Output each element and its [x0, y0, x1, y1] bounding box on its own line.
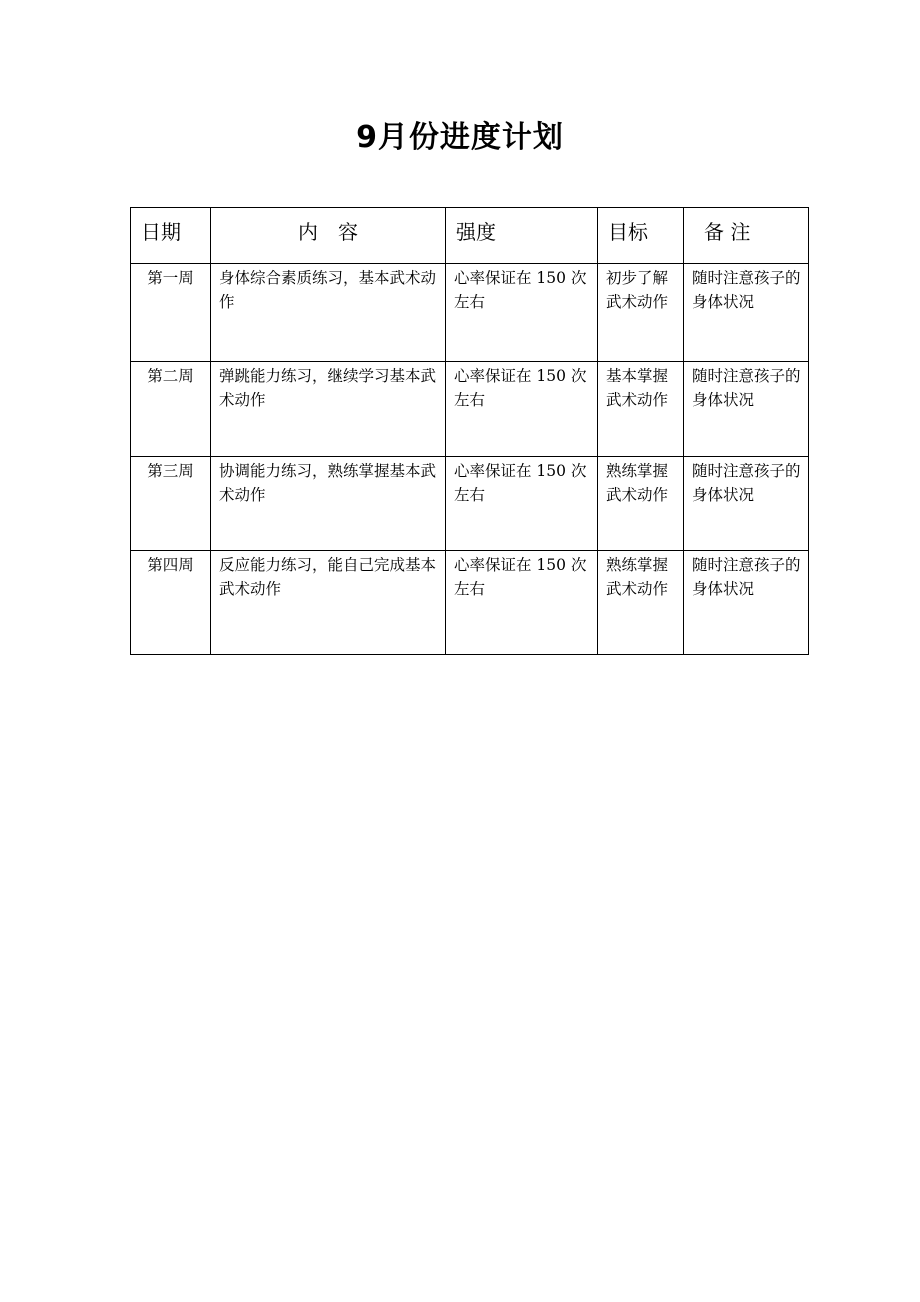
- intensity-cell: 心率保证在 150 次左右: [446, 264, 598, 362]
- table-row: [131, 457, 809, 551]
- remark-cell: 随时注意孩子的身体状况: [684, 457, 809, 551]
- goal-cell: 初步了解武术动作: [598, 264, 684, 362]
- header-content: 内 容: [211, 208, 446, 264]
- week-cell: 第三周: [131, 457, 211, 551]
- content-cell: 反应能力练习，能自己完成基本武术动作: [211, 551, 446, 655]
- header-date: 日期: [131, 208, 211, 264]
- goal-cell: 熟练掌握武术动作: [598, 551, 684, 655]
- week-cell: 第四周: [131, 551, 211, 655]
- week-cell: 第一周: [131, 264, 211, 362]
- table-row: [131, 551, 809, 655]
- content-cell: 身体综合素质练习，基本武术动作: [211, 264, 446, 362]
- table-header-row: [131, 208, 809, 264]
- table-row: [131, 264, 809, 362]
- content-cell: 协调能力练习，熟练掌握基本武术动作: [211, 457, 446, 551]
- schedule-table: [130, 207, 809, 655]
- content-cell: 弹跳能力练习，继续学习基本武术动作: [211, 362, 446, 457]
- header-remark: 备 注: [684, 208, 809, 264]
- goal-cell: 熟练掌握武术动作: [598, 457, 684, 551]
- remark-cell: 随时注意孩子的身体状况: [684, 264, 809, 362]
- goal-cell: 基本掌握武术动作: [598, 362, 684, 457]
- header-goal: 目标: [598, 208, 684, 264]
- intensity-cell: 心率保证在 150 次左右: [446, 457, 598, 551]
- intensity-cell: 心率保证在 150 次左右: [446, 551, 598, 655]
- week-cell: 第二周: [131, 362, 211, 457]
- intensity-cell: 心率保证在 150 次左右: [446, 362, 598, 457]
- header-intensity: 强度: [446, 208, 598, 264]
- remark-cell: 随时注意孩子的身体状况: [684, 551, 809, 655]
- table-row: [131, 362, 809, 457]
- remark-cell: 随时注意孩子的身体状况: [684, 362, 809, 457]
- page-title: 9月份进度计划: [356, 120, 564, 155]
